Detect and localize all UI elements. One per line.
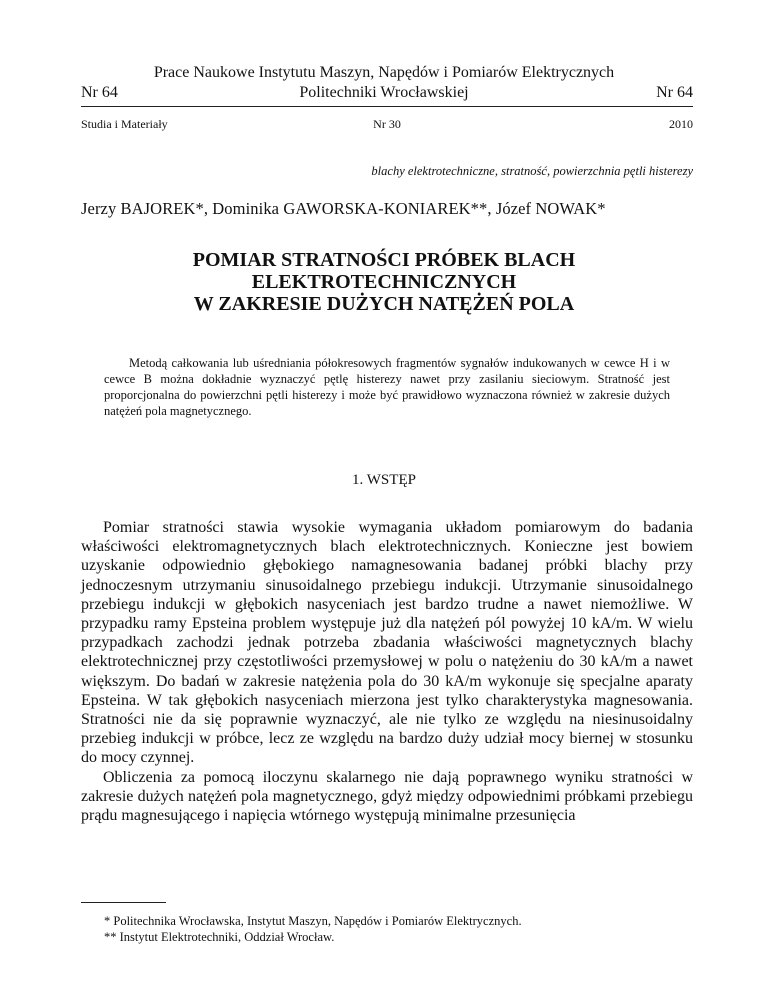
- volume-number-left: Nr 64: [81, 84, 118, 101]
- paragraph-2: Obliczenia za pomocą iloczynu skalarnego nie dają poprawnego wyniku stratności w zakresie dużych natężeń pola magnetycznego, gdyż między odpowiednimi próbkami przebiegu prądu magnesującego i napięcia wtórnego występują minimalne przesunięcia: [81, 768, 693, 825]
- footnotes: [104, 913, 522, 945]
- volume-number-right: Nr 64: [656, 84, 693, 101]
- body-text: [81, 518, 693, 825]
- title-line-1: POMIAR STRATNOŚCI PRÓBEK BLACH: [192, 249, 576, 271]
- section-heading: 1. WSTĘP: [352, 472, 416, 488]
- paper-title: [0, 249, 768, 315]
- keywords: blachy elektrotechniczne, stratność, powierzchnia pętli histerezy: [371, 164, 693, 178]
- title-line-3: W ZAKRESIE DUŻYCH NATĘŻEŃ POLA: [193, 293, 575, 315]
- publication-year: 2010: [669, 117, 693, 131]
- abstract: Metodą całkowania lub uśredniania półokresowych fragmentów sygnałów indukowanych w cewce H i w cewce B można dokładnie wyznaczyć pętlę histerezy nawet przy zasilaniu sieciowym. Stratność jest proporcjonalna do powierzchni pętli histerezy i może być prawidłowo wyznaczona również w zakresie dużych natężeń pola magnetycznego.: [104, 356, 670, 418]
- journal-title-line2: Politechniki Wrocławskiej: [299, 84, 469, 101]
- header-divider: [81, 106, 693, 107]
- footnote-2: ** Instytut Elektrotechniki, Oddział Wrocław.: [104, 930, 335, 944]
- series-name: Studia i Materiały: [81, 117, 168, 131]
- issue-number: Nr 30: [373, 117, 401, 131]
- footnote-divider: [81, 902, 166, 903]
- title-line-2: ELEKTROTECHNICZNYCH: [251, 271, 517, 293]
- footnote-1: * Politechnika Wrocławska, Instytut Maszyn, Napędów i Pomiarów Elektrycznych.: [104, 914, 522, 928]
- paragraph-1: Pomiar stratności stawia wysokie wymagania układom pomiarowym do badania właściwości elektromagnetycznych blach elektrotechnicznych. Konieczne jest bowiem uzyskanie odpowiednio głębokiego namagnesowania badanej próbki blachy przy jednoczesnym utrzymaniu sinusoidalnego przebiegu indukcji. Utrzymanie sinusoidalnego przebiegu indukcji w głębokich nasyceniach jest bardzo trudne a nawet niemożliwe. W przypadku ramy Epsteina problem występuje już dla natężeń pól powyżej 10 kA/m. W wielu przypadkach zachodzi jednak potrzeba zbadania właściwości magnetycznych blachy elektrotechnicznej przy częstotliwości przemysłowej w polu o natężeniu do 30 kA/m a nawet większym. Do badań w zakresie natężenia pola do 30 kA/m wykonuje się specjalne aparaty Epsteina. W tak głębokich nasyceniach mierzona jest tylko charakterystyka magnesowania. Stratności nie da się poprawnie wyznaczyć, ale nie tylko ze względu na niesinusoidalny przebieg indukcji w próbce, lecz ze względu na bardzo duży udział mocy biernej w stosunku do mocy czynnej.: [81, 519, 693, 767]
- authors: Jerzy BAJOREK*, Dominika GAWORSKA-KONIAREK**, Józef NOWAK*: [81, 199, 606, 218]
- journal-title-line1: Prace Naukowe Instytutu Maszyn, Napędów i Pomiarów Elektrycznych: [153, 64, 615, 81]
